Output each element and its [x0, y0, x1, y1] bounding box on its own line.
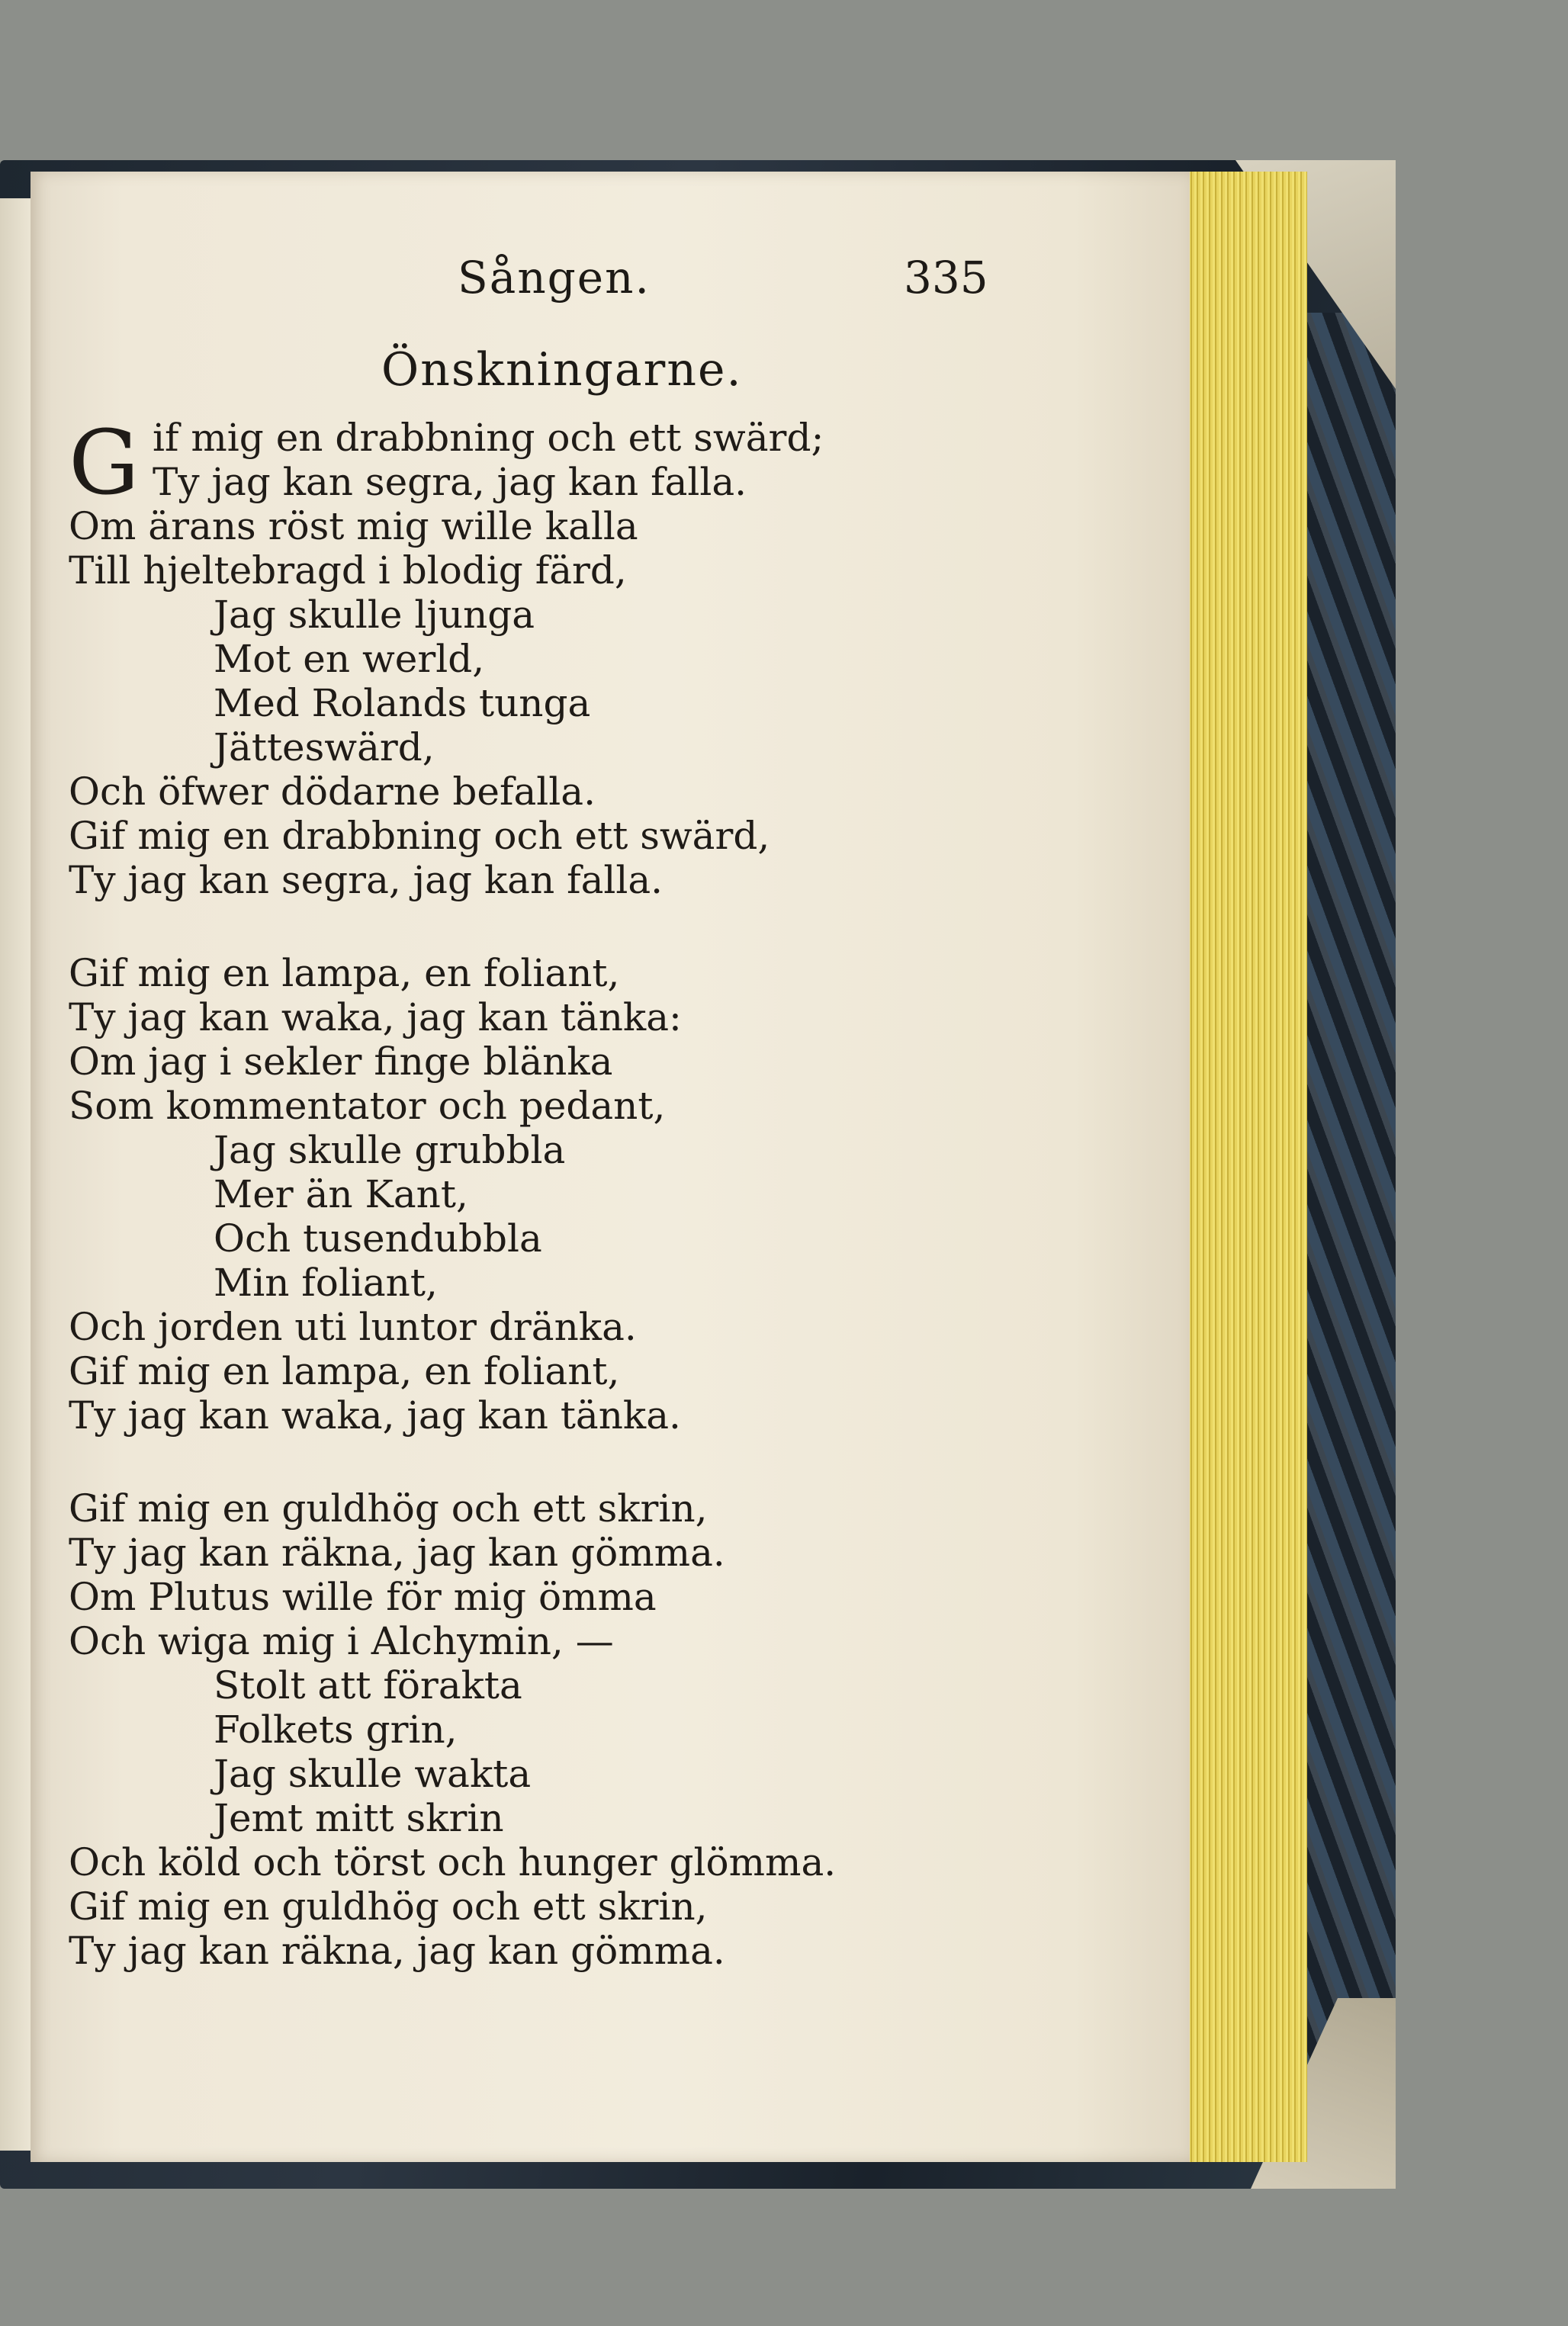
poem-line: Till hjeltebragd i blodig färd, [69, 548, 627, 593]
poem-line: Min foliant, [214, 1261, 438, 1305]
poem-title: Önskningarne. [381, 343, 743, 397]
poem-line: Ty jag kan räkna, jag kan gömma. [69, 1531, 725, 1575]
poem-line: Med Rolands tunga [214, 681, 591, 725]
stanza-break [69, 902, 1136, 951]
poem-line: Som kommentator och pedant, [69, 1084, 666, 1128]
poem-line: Om jag i sekler finge blänka [69, 1039, 613, 1084]
poem-line: Gif mig en guldhög och ett skrin, [69, 1486, 708, 1531]
poem-line: Ty jag kan segra, jag kan falla. [153, 460, 747, 504]
poem-line: Mer än Kant, [214, 1172, 468, 1216]
poem-line: if mig en drabbning och ett swärd; [153, 416, 824, 460]
marbled-cover-board [1304, 313, 1396, 2074]
poem-line: Ty jag kan räkna, jag kan gömma. [69, 1929, 725, 1973]
drop-cap: G [69, 412, 140, 515]
poem-line: Gif mig en drabbning och ett swärd, [69, 814, 770, 858]
poem-line: Och köld och törst och hunger glömma. [69, 1840, 837, 1884]
poem-line: Ty jag kan waka, jag kan tänka: [69, 995, 682, 1039]
poem-line: Och jorden uti luntor dränka. [69, 1305, 637, 1349]
poem-line: Stolt att förakta [214, 1663, 522, 1708]
poem-line: Om Plutus wille för mig ömma [69, 1575, 657, 1619]
poem-body [69, 412, 1136, 1973]
poem-line: Folkets grin, [214, 1708, 458, 1752]
poem-line: Och wiga mig i Alchymin, — [69, 1619, 614, 1663]
running-head: Sången. [458, 252, 651, 304]
poem-line: Jätteswärd, [214, 725, 435, 769]
left-page-edge [0, 198, 33, 2151]
page-number: 335 [904, 252, 988, 304]
poem-line: Gif mig en guldhög och ett skrin, [69, 1884, 708, 1929]
poem-line: Jag skulle grubbla [214, 1128, 566, 1172]
poem-line: Och öfwer dödarne befalla. [69, 769, 596, 814]
poem-line: Jag skulle wakta [214, 1752, 532, 1796]
poem-line: Jag skulle ljunga [214, 593, 535, 637]
poem-line: Gif mig en lampa, en foliant, [69, 951, 620, 995]
poem-line: Ty jag kan segra, jag kan falla. [69, 858, 664, 902]
poem-line: Mot en werld, [214, 637, 485, 681]
poem-line: Jemt mitt skrin [214, 1796, 504, 1840]
stanza-break [69, 1438, 1136, 1486]
poem-line: Och tusendubbla [214, 1216, 542, 1261]
poem-line: Gif mig en lampa, en foliant, [69, 1349, 620, 1393]
poem-line: Om ärans röst mig wille kalla [69, 504, 638, 548]
poem-line: Ty jag kan waka, jag kan tänka. [69, 1393, 681, 1438]
